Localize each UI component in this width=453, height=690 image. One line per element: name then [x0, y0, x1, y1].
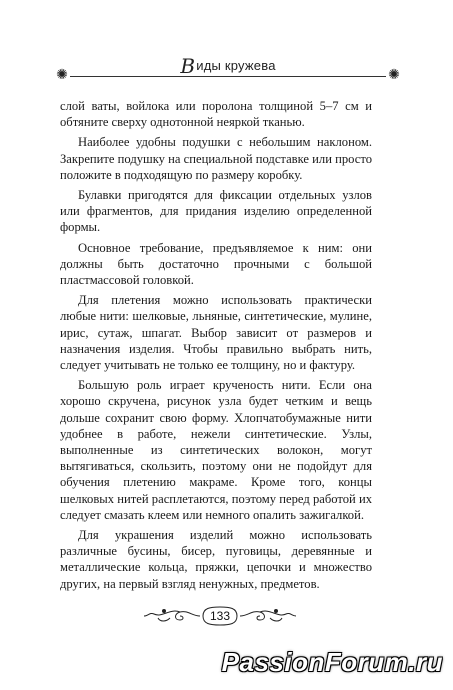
ornament-star-icon: ✺ — [388, 68, 400, 83]
paragraph: Наиболее удобны подушки с небольшим наклоном. Закрепите подушку на специальной подставке или просто положите в подходящую по размеру коробку. — [60, 135, 372, 182]
header-title-initial: В — [180, 54, 196, 78]
ornament-star-icon: ✺ — [56, 68, 68, 83]
body-text — [60, 98, 372, 596]
header-title-rest: иды кружева — [196, 58, 276, 73]
paragraph: Большую роль играет крученость нити. Если она хорошо скручена, рисунок узла будет четким и вещь дольше сохранит свою форму. Хлопчатобумажные нити удобнее в работе, нежели синтетические. Узлы, выполненные из синтетических волокон, могут вытягиваться, скользить, поэтому они не подойдут для обучения плетению макраме. Кроме того, концы шелковых нитей расплетаются, поэтому перед работой их следует смазать клеем или немного опалить зажигалкой. — [60, 378, 372, 522]
paragraph: слой ваты, войлока или поролона толщиной 5–7 см и обтяните сверху однотонной неяркой тканью. — [60, 99, 372, 130]
paragraph: Для плетения можно использовать практически любые нити: шелковые, льняные, синтетические, мулине, ирис, сутаж, шпагат. Выбор зависит от размеров и назначения изделия. Чтобы правильно выбрать нить, следует учитывать не только ее толщину, но и фактуру. — [60, 293, 372, 373]
paragraph: Основное требование, предъявляемое к ним: они должны быть достаточно прочными с большой пластмассовой головкой. — [60, 240, 372, 288]
page-number: 133 — [209, 609, 231, 623]
watermark: PassionForum.ru — [221, 647, 443, 677]
header-rule — [70, 76, 386, 77]
page-footer — [140, 604, 300, 628]
header-title — [58, 54, 398, 78]
running-header — [56, 50, 400, 83]
paragraph: Булавки пригодятся для фиксации отдельных узлов или фрагментов, для придания изделию определенной формы. — [60, 188, 372, 235]
paragraph: Для украшения изделий можно использовать различные бусины, бисер, пуговицы, деревянные и металлические кольца, пряжки, цепочки и множество других, на первый взгляд ненужных, предметов. — [60, 528, 372, 591]
